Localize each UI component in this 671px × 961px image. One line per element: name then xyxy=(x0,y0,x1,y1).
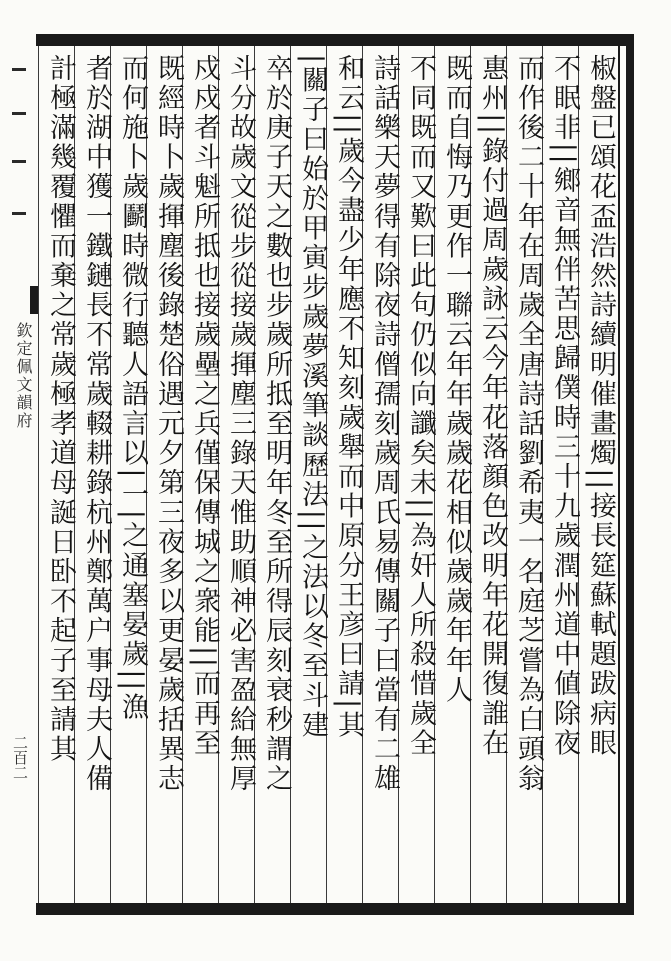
text-column: 計極滿幾覆懼而棄之常歲極孝道母誕日卧不起子至請其 xyxy=(45,54,76,765)
top-border xyxy=(36,34,634,46)
text-column: 詩話樂天夢得有除夜詩僧孺刻歲周氏易傳關子曰當有二雄 xyxy=(369,54,400,794)
column-rule xyxy=(38,46,39,903)
text-column: 卒於庚子天之數也步歲所抵至明年冬至所得辰刻衰秒謂之 xyxy=(261,54,292,794)
text-column: 斗分故歲文從步從接歲揮塵三錄天惟助順神必害盈給無厚 xyxy=(225,54,256,794)
text-column: 不眠非||鄉音無伴苦思歸僕時三十九歲潤州道中値除夜 xyxy=(549,54,580,759)
fish-tail-mark xyxy=(30,286,38,314)
page-number: 二百二 xyxy=(11,735,29,780)
text-column: 不同既而又歎曰此句仍似向讖矣未||為奸人所殺惜歲全 xyxy=(405,54,436,759)
inner-right-rule xyxy=(618,46,620,903)
text-column: 而作後二十年在周歲全唐詩話劉希夷一名庭芝嘗為白頭翁 xyxy=(513,54,544,794)
fore-edge-marks xyxy=(10,60,30,260)
text-column: |關子曰始於甲寅步歲夢溪筆談歷法||之法以冬至斗建 xyxy=(297,54,328,741)
text-column: 既經時卜歲揮塵後錄楚俗遇元夕第三夜多以更晏歲括異志 xyxy=(153,54,184,794)
text-column: 而何施卜歲鬬時微行聽人語言以|一|之通塞晏歲||漁 xyxy=(117,54,148,723)
text-column: 惠州||錄付過周歲詠云今年花落顔色改明年花開復誰在 xyxy=(477,54,508,759)
text-column: 椒盤已頌花盃浩然詩續明催畫燭||接長筵蘇軾題跋病眼 xyxy=(585,54,616,759)
right-border xyxy=(626,34,634,915)
text-column: 者於湖中獲一鐵鏈長不常歲輟耕錄杭州鄭萬户事母夫人備 xyxy=(81,54,112,794)
side-title: 欽定佩文韻府 xyxy=(14,322,33,430)
text-column: 既而自悔乃更作一聯云年年歲歲花相似歲歲年年人 xyxy=(441,54,472,706)
text-column: 和云||歲今盡少年應不知刻歲舉而中原分王彦曰請|其 xyxy=(333,54,364,741)
text-column: 戍戍者斗魁所抵也接歲壘之兵僅保傳城之衆能||而再至 xyxy=(189,54,220,759)
bottom-border xyxy=(36,903,634,915)
